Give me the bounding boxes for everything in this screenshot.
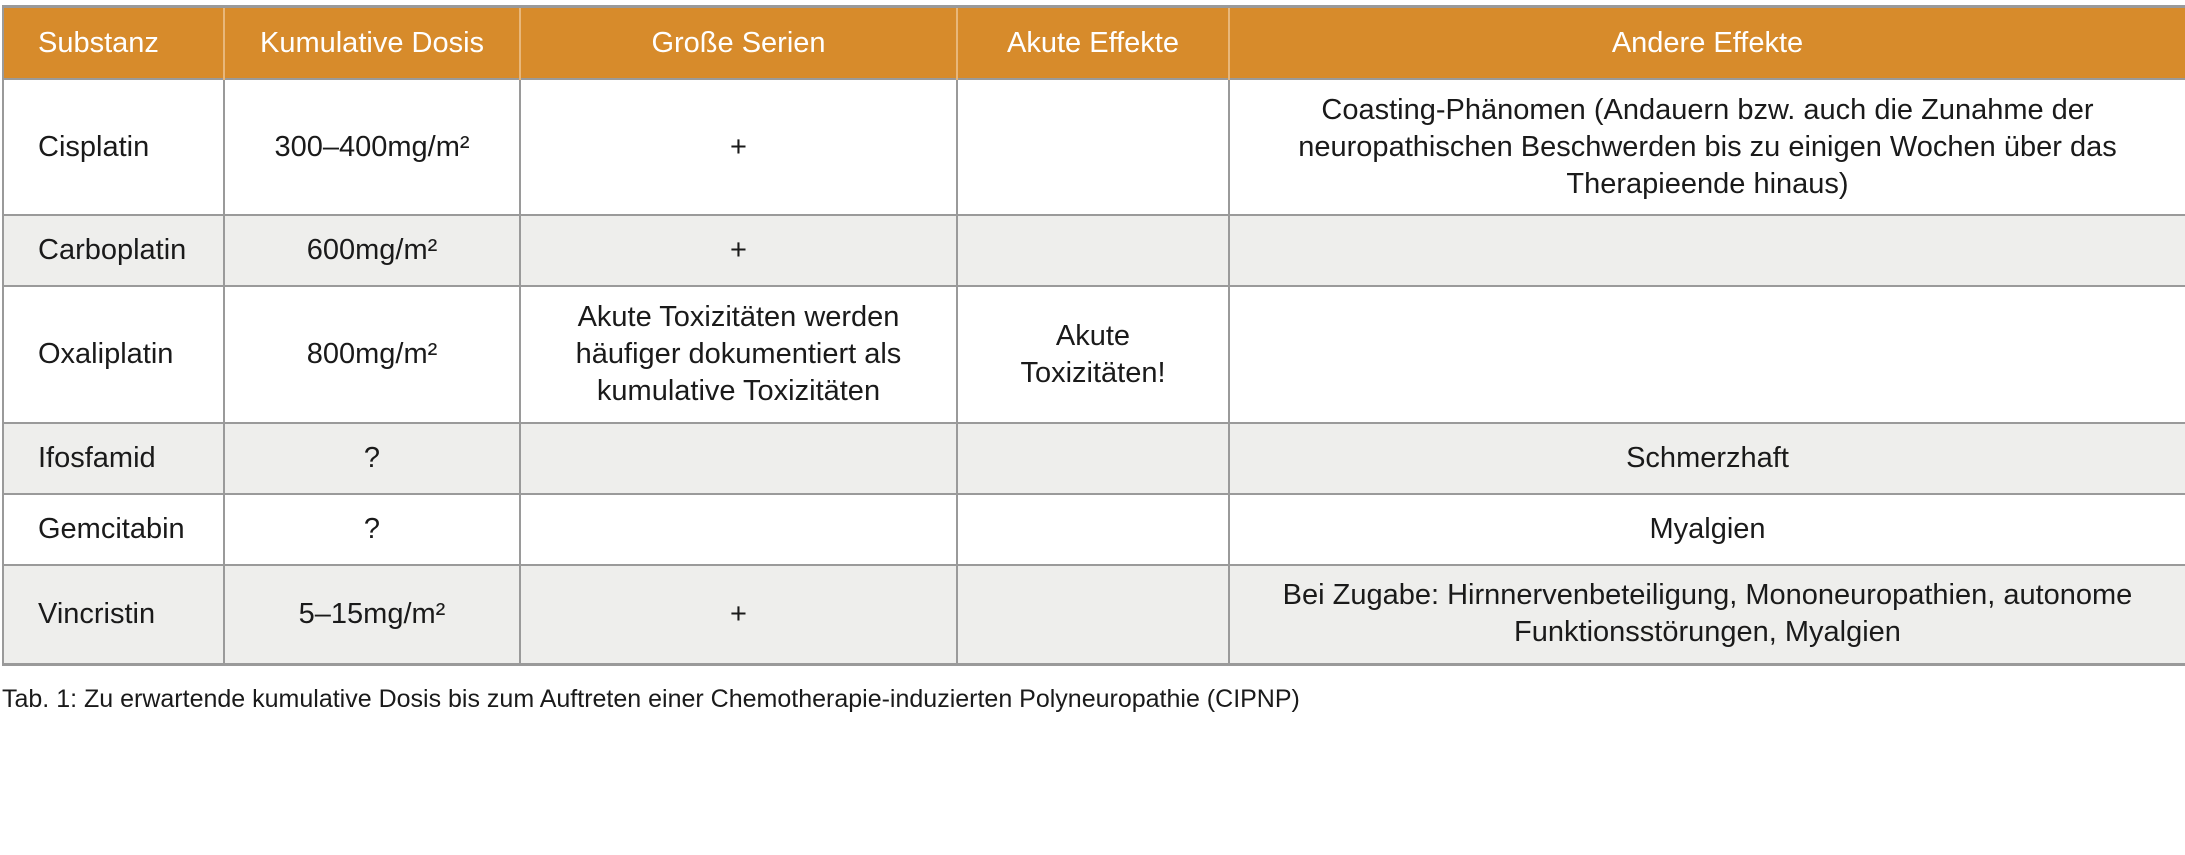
- acute-effects-cell: [957, 79, 1229, 215]
- acute-effects-cell: [957, 565, 1229, 664]
- dose-cell: 800mg/m²: [224, 286, 520, 423]
- dose-cell: ?: [224, 494, 520, 565]
- series-cell: +: [520, 215, 957, 286]
- dose-cell: 5–15mg/m²: [224, 565, 520, 664]
- dose-cell: ?: [224, 423, 520, 494]
- other-effects-cell: [1229, 215, 2185, 286]
- series-cell: +: [520, 79, 957, 215]
- table-caption: Tab. 1: Zu erwartende kumulative Dosis bis zum Auftreten einer Chemotherapie-induzierten Polyneuropathie (CIPNP): [2, 685, 1300, 713]
- acute-effects-cell: [957, 494, 1229, 565]
- table-row: [3, 215, 2185, 286]
- dose-cell: 300–400mg/m²: [224, 79, 520, 215]
- table-row: [3, 286, 2185, 423]
- other-effects-cell: Myalgien: [1229, 494, 2185, 565]
- substance-cell: Carboplatin: [3, 215, 224, 286]
- other-effects-cell: Schmerzhaft: [1229, 423, 2185, 494]
- table-row: [3, 565, 2185, 664]
- table-header-row: [3, 7, 2185, 80]
- table-row: [3, 494, 2185, 565]
- other-effects-cell: [1229, 286, 2185, 423]
- dose-cell: 600mg/m²: [224, 215, 520, 286]
- column-header-large-series: Große Serien: [520, 7, 957, 80]
- column-header-cumulative-dose: Kumulative Dosis: [224, 7, 520, 80]
- substance-cell: Cisplatin: [3, 79, 224, 215]
- series-cell: [520, 494, 957, 565]
- table-row: [3, 79, 2185, 215]
- other-effects-cell: Coasting-Phänomen (Andauern bzw. auch die Zunahme der neuropathischen Beschwerden bis zu einigen Wochen über das Therapieende hinaus): [1229, 79, 2185, 215]
- table-row: [3, 423, 2185, 494]
- substance-cell: Gemcitabin: [3, 494, 224, 565]
- substance-cell: Oxaliplatin: [3, 286, 224, 423]
- series-cell: +: [520, 565, 957, 664]
- column-header-other-effects: Andere Effekte: [1229, 7, 2185, 80]
- series-cell: [520, 423, 957, 494]
- substance-cell: Ifosfamid: [3, 423, 224, 494]
- cipnp-table: [2, 5, 2185, 666]
- column-header-acute-effects: Akute Effekte: [957, 7, 1229, 80]
- substance-cell: Vincristin: [3, 565, 224, 664]
- acute-effects-cell: [957, 215, 1229, 286]
- acute-effects-cell: [957, 423, 1229, 494]
- other-effects-cell: Bei Zugabe: Hirnnervenbeteiligung, Mononeuropathien, autonome Funktionsstörungen, Myalgien: [1229, 565, 2185, 664]
- column-header-substance: Substanz: [3, 7, 224, 80]
- series-cell: Akute Toxizitäten werden häufiger dokumentiert als kumulative Toxizitäten: [520, 286, 957, 423]
- acute-effects-cell: Akute Toxizitäten!: [957, 286, 1229, 423]
